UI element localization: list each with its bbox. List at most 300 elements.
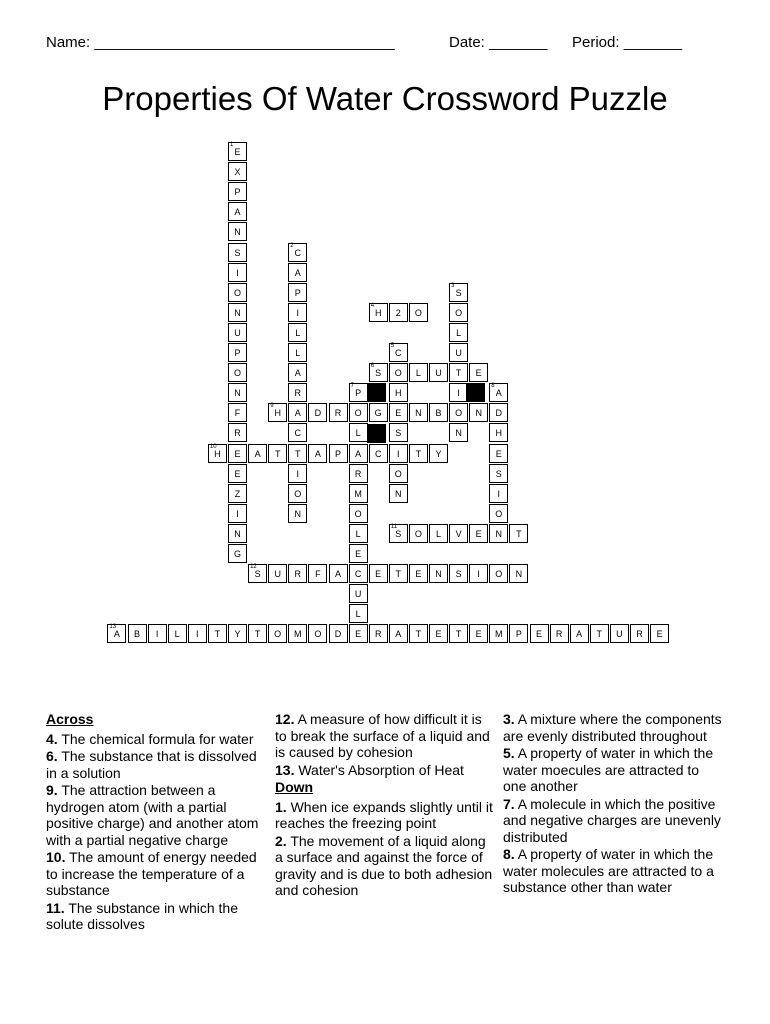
- grid-cell[interactable]: [228, 624, 247, 643]
- grid-cell[interactable]: [509, 564, 528, 583]
- grid-cell[interactable]: [148, 624, 167, 643]
- cell-letter: L: [415, 368, 421, 379]
- grid-cell[interactable]: [228, 464, 247, 483]
- grid-cell[interactable]: [349, 604, 368, 623]
- grid-cell[interactable]: [469, 403, 488, 422]
- grid-cell[interactable]: [107, 624, 126, 643]
- clue-item: 3. A mixture where the components are evenly distributed throughout: [503, 711, 722, 744]
- grid-cell[interactable]: [429, 403, 448, 422]
- cell-letter: X: [234, 167, 241, 178]
- cell-letter: A: [113, 629, 120, 640]
- black-grid-cell: [367, 383, 386, 402]
- cell-letter: R: [234, 428, 241, 439]
- grid-cell[interactable]: [409, 444, 428, 463]
- cell-letter: R: [374, 629, 382, 640]
- cell-letter: L: [456, 327, 462, 338]
- cell-letter: O: [354, 408, 362, 419]
- cell-letter: L: [355, 428, 361, 439]
- cell-letter: U: [234, 327, 241, 338]
- grid-cell[interactable]: [329, 403, 348, 422]
- cell-letter: S: [455, 287, 462, 298]
- grid-cell[interactable]: [429, 444, 448, 463]
- clue-number: 3: [451, 282, 455, 289]
- grid-cell[interactable]: [268, 444, 287, 463]
- grid-cell[interactable]: [288, 363, 307, 382]
- cell-letter: C: [374, 448, 382, 459]
- grid-cell[interactable]: [228, 363, 247, 382]
- cell-letter: L: [435, 528, 441, 539]
- clue-number: 12: [250, 564, 257, 571]
- grid-cell[interactable]: [530, 624, 549, 643]
- clue-number: 5: [390, 343, 395, 349]
- grid-cell[interactable]: [308, 403, 327, 422]
- cell-letter: A: [395, 629, 402, 640]
- cell-letter: O: [274, 629, 282, 640]
- grid-cell[interactable]: [489, 403, 508, 422]
- grid-cell[interactable]: [449, 323, 468, 342]
- grid-cell[interactable]: [228, 283, 247, 302]
- grid-cell[interactable]: [288, 283, 307, 302]
- grid-cell[interactable]: [128, 624, 147, 643]
- cell-letter: G: [374, 408, 382, 419]
- grid-cell[interactable]: [389, 524, 408, 543]
- grid-cell[interactable]: [369, 564, 388, 583]
- cell-letter: 2: [395, 307, 401, 318]
- grid-cell[interactable]: [349, 584, 368, 603]
- clue-number: 8: [491, 383, 495, 390]
- cell-letter: O: [455, 408, 463, 419]
- grid-cell[interactable]: [188, 624, 207, 643]
- cell-letter: A: [576, 629, 583, 640]
- grid-cell[interactable]: [288, 464, 307, 483]
- cell-letter: E: [535, 629, 542, 640]
- grid-cell[interactable]: [168, 624, 187, 643]
- cell-letter: C: [294, 247, 302, 258]
- grid-cell[interactable]: [489, 383, 508, 402]
- clue-number: 6: [370, 363, 375, 370]
- grid-cell[interactable]: [288, 484, 307, 503]
- clue-number: 13: [109, 624, 117, 631]
- clue-item: 8. A property of water in which the water molecules are attracted to a substance other than water: [503, 846, 714, 895]
- grid-cell[interactable]: [489, 464, 508, 483]
- grid-cell[interactable]: [308, 624, 327, 643]
- cell-letter: L: [295, 348, 301, 358]
- cell-letter: A: [495, 388, 502, 399]
- cell-letter: N: [234, 307, 241, 318]
- cell-letter: P: [294, 287, 301, 298]
- grid-cell[interactable]: [469, 564, 488, 583]
- cell-letter: E: [395, 408, 402, 419]
- grid-cell[interactable]: [630, 624, 649, 643]
- grid-cell[interactable]: [610, 624, 629, 643]
- grid-cell[interactable]: [228, 202, 247, 221]
- grid-cell[interactable]: [288, 323, 307, 342]
- cell-letter: O: [233, 368, 241, 379]
- grid-cell[interactable]: [288, 444, 307, 463]
- cell-letter: R: [636, 629, 643, 640]
- cell-letter: D: [495, 408, 503, 419]
- grid-cell[interactable]: [489, 524, 508, 543]
- cell-letter: T: [455, 368, 462, 379]
- grid-cell[interactable]: [288, 303, 307, 322]
- cell-letter: R: [294, 569, 302, 580]
- grid-cell[interactable]: [349, 504, 368, 523]
- cell-letter: A: [234, 207, 241, 218]
- clue-item: 9. The attraction between a hydrogen atom (with a partial positive charge) and another atom with a partial negative charge: [46, 782, 259, 848]
- grid-cell[interactable]: [288, 423, 307, 442]
- grid-cell[interactable]: [268, 564, 287, 583]
- cell-letter: O: [394, 368, 402, 379]
- grid-cell[interactable]: [389, 383, 408, 402]
- clue-item: 13. Water's Absorption of Heat: [275, 761, 464, 778]
- down-clue-list-continued: [503, 711, 723, 896]
- grid-cell[interactable]: [349, 524, 368, 543]
- grid-cell[interactable]: [389, 403, 408, 422]
- grid-cell[interactable]: [469, 524, 488, 543]
- grid-cell[interactable]: [349, 544, 368, 563]
- grid-cell[interactable]: [288, 403, 307, 422]
- cell-letter: O: [414, 307, 422, 318]
- clue-item: 6. The substance that is dissolved in a solution: [46, 748, 257, 781]
- across-heading: Across: [46, 711, 94, 727]
- grid-cell[interactable]: [570, 624, 589, 643]
- grid-cell[interactable]: [389, 624, 408, 643]
- cell-letter: R: [555, 629, 563, 640]
- grid-cell[interactable]: [449, 303, 468, 322]
- cell-letter: L: [355, 528, 361, 539]
- grid-cell[interactable]: [429, 524, 448, 543]
- cell-letter: E: [234, 147, 241, 157]
- grid-cell[interactable]: [349, 444, 368, 463]
- black-grid-cell: [367, 424, 386, 443]
- grid-cell[interactable]: [228, 524, 247, 543]
- clue-item: 7. A molecule in which the positive and negative charges are unevenly distributed: [503, 795, 721, 845]
- cell-letter: E: [234, 448, 241, 459]
- clues-column-2: [275, 711, 495, 900]
- cell-letter: T: [214, 629, 221, 640]
- grid-cell[interactable]: [409, 363, 428, 382]
- grid-cell[interactable]: [369, 444, 388, 463]
- grid-cell[interactable]: [349, 464, 368, 483]
- cell-letter: N: [294, 508, 302, 519]
- cell-letter: M: [354, 488, 362, 499]
- cell-letter: A: [334, 569, 341, 580]
- grid-cell[interactable]: [489, 484, 508, 503]
- grid-cell[interactable]: [489, 624, 508, 643]
- grid-cell[interactable]: [489, 423, 508, 442]
- cell-letter: A: [294, 408, 301, 419]
- cell-letter: U: [274, 569, 281, 580]
- grid-cell[interactable]: [268, 403, 287, 422]
- grid-cell[interactable]: [449, 624, 468, 643]
- cell-letter: U: [616, 629, 623, 640]
- grid-cell[interactable]: [228, 403, 247, 422]
- grid-cell[interactable]: [248, 564, 267, 583]
- grid-cell[interactable]: [369, 403, 388, 422]
- clue-item: 1. When ice expands slightly until it reaches the freezing point: [275, 798, 493, 831]
- grid-cell[interactable]: [288, 263, 307, 282]
- grid-cell[interactable]: [429, 564, 448, 583]
- grid-cell[interactable]: [288, 624, 307, 643]
- cell-letter: P: [515, 629, 522, 640]
- cell-letter: T: [455, 629, 462, 640]
- grid-cell[interactable]: [369, 363, 388, 382]
- clue-number: 4: [370, 302, 375, 309]
- grid-cell[interactable]: [228, 182, 247, 201]
- cell-letter: M: [495, 629, 503, 640]
- cell-letter: C: [354, 569, 362, 580]
- grid-cell[interactable]: [489, 564, 508, 583]
- grid-cell[interactable]: [228, 323, 247, 342]
- grid-cell[interactable]: [409, 403, 428, 422]
- cell-letter: I: [397, 448, 400, 459]
- grid-cell[interactable]: [469, 363, 488, 382]
- clue-item: 12. A measure of how difficult it is to break the surface of a liquid and is caused by cohesion: [275, 711, 490, 760]
- cell-letter: T: [254, 629, 261, 640]
- cell-letter: N: [475, 408, 482, 419]
- cell-letter: A: [294, 267, 301, 278]
- cell-letter: S: [375, 368, 382, 379]
- cell-letter: N: [395, 488, 402, 499]
- cell-letter: T: [415, 448, 422, 459]
- clue-item: 5. A property of water in which the water moecules are attracted to one another: [503, 745, 714, 794]
- cell-letter: R: [334, 408, 342, 419]
- grid-cell[interactable]: [489, 444, 508, 463]
- cell-letter: Z: [234, 488, 241, 499]
- cell-letter: N: [455, 428, 462, 439]
- grid-cell[interactable]: [449, 524, 468, 543]
- grid-cell[interactable]: [228, 423, 247, 442]
- cell-letter: I: [196, 629, 199, 640]
- grid-cell[interactable]: [389, 464, 408, 483]
- cell-letter: E: [375, 569, 382, 580]
- cell-letter: S: [455, 569, 462, 580]
- cell-letter: G: [233, 549, 241, 559]
- grid-cell[interactable]: [369, 624, 388, 643]
- grid-cell[interactable]: [449, 363, 468, 382]
- cell-letter: V: [455, 528, 462, 539]
- cell-letter: I: [155, 629, 159, 640]
- cell-letter: F: [234, 408, 241, 419]
- cell-letter: D: [314, 408, 322, 419]
- cell-letter: E: [234, 468, 241, 479]
- grid-cell[interactable]: [409, 303, 428, 322]
- cell-letter: I: [457, 388, 460, 399]
- period-field-label[interactable]: Period: _______: [572, 34, 683, 51]
- clue-number: 7: [350, 383, 354, 390]
- grid-cell[interactable]: [228, 162, 247, 181]
- grid-cell[interactable]: [228, 222, 247, 241]
- grid-cell[interactable]: [389, 423, 408, 442]
- grid-cell[interactable]: [389, 444, 408, 463]
- cell-letter: E: [475, 629, 482, 640]
- cell-letter: T: [596, 629, 603, 640]
- grid-cell[interactable]: [288, 564, 307, 583]
- cell-letter: P: [234, 187, 241, 198]
- grid-cell[interactable]: [489, 504, 508, 523]
- grid-cell[interactable]: [329, 444, 348, 463]
- clue-number: 10: [209, 443, 217, 450]
- cell-letter: H: [274, 408, 281, 419]
- cell-letter: E: [355, 549, 362, 559]
- grid-cell[interactable]: [509, 524, 528, 543]
- cell-letter: N: [234, 528, 241, 539]
- cell-letter: N: [435, 569, 442, 580]
- page-title: Properties Of Water Crossword Puzzle: [102, 80, 668, 117]
- grid-cell[interactable]: [389, 303, 408, 322]
- grid-cell[interactable]: [409, 524, 428, 543]
- cell-letter: C: [395, 348, 402, 358]
- grid-cell[interactable]: [389, 564, 408, 583]
- cell-letter: E: [495, 448, 502, 459]
- cell-letter: H: [374, 307, 382, 318]
- grid-cell[interactable]: [288, 343, 307, 362]
- grid-cell[interactable]: [228, 142, 247, 161]
- grid-cell[interactable]: [349, 484, 368, 503]
- cell-letter: S: [234, 247, 241, 258]
- grid-cell[interactable]: [449, 564, 468, 583]
- grid-cell[interactable]: [509, 624, 528, 643]
- cell-letter: H: [214, 448, 221, 459]
- grid-cell[interactable]: [228, 243, 247, 262]
- cell-letter: E: [415, 569, 422, 580]
- grid-cell[interactable]: [228, 504, 247, 523]
- grid-cell[interactable]: [389, 484, 408, 503]
- grid-cell[interactable]: [329, 564, 348, 583]
- down-clue-list: [275, 799, 495, 899]
- grid-cell[interactable]: [650, 624, 669, 643]
- grid-cell[interactable]: [228, 303, 247, 322]
- grid-cell[interactable]: [288, 243, 307, 262]
- grid-cell[interactable]: [349, 423, 368, 442]
- grid-cell[interactable]: [349, 624, 368, 643]
- cell-letter: U: [455, 348, 462, 358]
- clue-number: 11: [390, 523, 398, 530]
- cell-letter: P: [234, 348, 241, 358]
- cell-letter: I: [296, 468, 300, 479]
- clues-column-1: [46, 711, 261, 934]
- grid-cell[interactable]: [429, 363, 448, 382]
- cell-letter: T: [295, 448, 301, 459]
- cell-letter: S: [254, 569, 261, 580]
- cell-letter: A: [294, 368, 301, 379]
- grid-cell[interactable]: [308, 444, 327, 463]
- clue-number: 2: [290, 242, 294, 249]
- cell-letter: U: [435, 368, 442, 379]
- cell-letter: L: [355, 609, 361, 620]
- grid-cell[interactable]: [349, 403, 368, 422]
- cell-letter: O: [455, 307, 463, 318]
- cell-letter: S: [395, 528, 402, 539]
- grid-cell[interactable]: [389, 363, 408, 382]
- cell-letter: N: [415, 408, 422, 419]
- cell-letter: N: [515, 569, 523, 580]
- date-field-label[interactable]: Date: _______: [449, 34, 548, 51]
- clue-number: 1: [230, 142, 234, 148]
- grid-cell[interactable]: [469, 624, 488, 643]
- grid-cell[interactable]: [228, 544, 247, 563]
- grid-cell[interactable]: [248, 444, 267, 463]
- grid-cell[interactable]: [208, 444, 227, 463]
- grid-cell[interactable]: [550, 624, 569, 643]
- cell-letter: N: [495, 528, 503, 539]
- cell-letter: B: [133, 629, 140, 640]
- grid-cell[interactable]: [228, 343, 247, 362]
- grid-cell[interactable]: [228, 484, 247, 503]
- cell-letter: L: [295, 327, 301, 338]
- clues-column-3: [503, 711, 723, 897]
- grid-cell[interactable]: [248, 624, 267, 643]
- cell-letter: D: [334, 629, 342, 640]
- grid-cell[interactable]: [409, 624, 428, 643]
- down-heading: Down: [275, 779, 314, 795]
- grid-cell[interactable]: [449, 283, 468, 302]
- grid-cell[interactable]: [449, 423, 468, 442]
- grid-cell[interactable]: [268, 624, 287, 643]
- cell-letter: B: [435, 408, 442, 419]
- cell-letter: N: [234, 388, 241, 399]
- clue-item: 4. The chemical formula for water: [46, 730, 254, 747]
- cell-letter: I: [236, 267, 239, 278]
- grid-cell[interactable]: [349, 564, 368, 583]
- grid-cell[interactable]: [308, 564, 327, 583]
- grid-cell[interactable]: [208, 624, 227, 643]
- grid-cell[interactable]: [449, 403, 468, 422]
- cell-letter: C: [294, 428, 302, 439]
- grid-cell[interactable]: [449, 343, 468, 362]
- grid-cell[interactable]: [389, 343, 408, 362]
- cell-letter: O: [314, 629, 322, 640]
- cell-letter: I: [296, 307, 300, 318]
- grid-cell[interactable]: [288, 383, 307, 402]
- grid-cell[interactable]: [228, 263, 247, 282]
- cell-letter: P: [355, 388, 362, 399]
- cell-letter: N: [234, 227, 241, 238]
- cell-letter: I: [497, 488, 501, 499]
- clue-number: 9: [270, 403, 274, 410]
- grid-cell[interactable]: [228, 383, 247, 402]
- grid-cell[interactable]: [329, 624, 348, 643]
- cell-letter: S: [395, 428, 402, 439]
- cell-letter: O: [233, 287, 241, 298]
- grid-cell[interactable]: [409, 564, 428, 583]
- cell-letter: I: [236, 508, 239, 519]
- grid-cell[interactable]: [429, 624, 448, 643]
- cell-letter: P: [334, 448, 341, 459]
- grid-cell[interactable]: [349, 383, 368, 402]
- cell-letter: I: [477, 569, 480, 580]
- grid-cell[interactable]: [369, 303, 388, 322]
- cell-letter: A: [254, 448, 261, 459]
- cell-letter: A: [314, 448, 321, 459]
- cell-letter: S: [495, 468, 502, 479]
- cell-letter: E: [435, 629, 442, 640]
- cell-letter: O: [394, 468, 402, 479]
- cell-letter: T: [415, 629, 422, 640]
- name-field-label[interactable]: Name: ____________________________________: [46, 34, 395, 51]
- cell-letter: Y: [234, 629, 241, 640]
- cell-letter: O: [294, 488, 302, 499]
- cell-letter: E: [656, 629, 663, 640]
- cell-letter: E: [475, 528, 482, 539]
- grid-cell[interactable]: [590, 624, 609, 643]
- grid-cell[interactable]: [228, 444, 247, 463]
- grid-cell[interactable]: [288, 504, 307, 523]
- cell-letter: H: [395, 388, 402, 399]
- cell-letter: T: [516, 528, 522, 539]
- cell-letter: T: [395, 569, 402, 580]
- cell-letter: F: [315, 569, 321, 580]
